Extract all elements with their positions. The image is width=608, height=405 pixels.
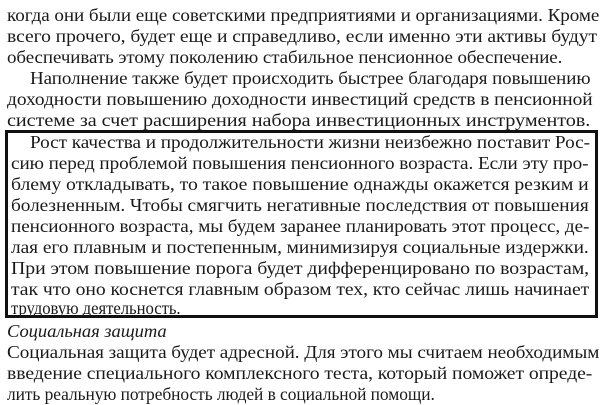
highlighted-paragraph-line-6: лая его плавным и постепенным, минимизируя социальные издержки. <box>11 237 589 257</box>
paragraph-2-line-1: Наполнение также будет происходить быстрее благодаря повышению <box>30 68 591 88</box>
highlighted-paragraph-line-9: трудовую деятельность. <box>11 298 181 318</box>
paragraph-2-line-2: доходности повышению доходности инвестиций средств в пенсионной <box>7 89 593 109</box>
section-heading: Социальная защита <box>7 321 167 341</box>
highlighted-paragraph-line-4: болезненным. Чтобы смягчить негативные последствия от повышения <box>11 195 589 215</box>
highlighted-paragraph-line-5: пенсионного возраста, мы будем заранее планировать этот процесс, де- <box>11 216 590 236</box>
highlighted-paragraph-line-2: сию перед проблемой повышения пенсионного возраста. Если эту про- <box>11 153 589 173</box>
paragraph-1-line-3: обеспечивать этому поколению стабильное пенсионное обеспечение. <box>7 47 563 67</box>
paragraph-3-line-3: лить реальную потребность людей в социальной помощи. <box>7 384 435 404</box>
paragraph-3-line-2: введение специального комплексного теста, который поможет опреде- <box>7 363 593 383</box>
paragraph-1-line-2: всего прочего, будет еще и справедливо, если именно эти активы будут <box>7 26 598 46</box>
paragraph-1-line-1: когда они были еще советскими предприятиями и организациями. Кроме <box>7 5 600 25</box>
paragraph-3-line-1: Социальная защита будет адресной. Для этого мы считаем необходимым <box>7 342 600 362</box>
paragraph-2-line-3: системе за счет расширения набора инвестиционных инструментов. <box>7 110 591 130</box>
highlighted-paragraph-line-3: блему откладывать, то такое повышение однажды окажется резким и <box>11 174 589 194</box>
highlighted-paragraph-line-1: Рост качества и продолжительности жизни неизбежно поставит Рос- <box>30 132 590 152</box>
highlighted-paragraph-line-8: так что оно коснется главным образом тех, кто сейчас лишь начинает <box>11 279 590 299</box>
highlighted-paragraph-line-7: При этом повышение порога будет дифференцировано по возрастам, <box>11 258 590 278</box>
